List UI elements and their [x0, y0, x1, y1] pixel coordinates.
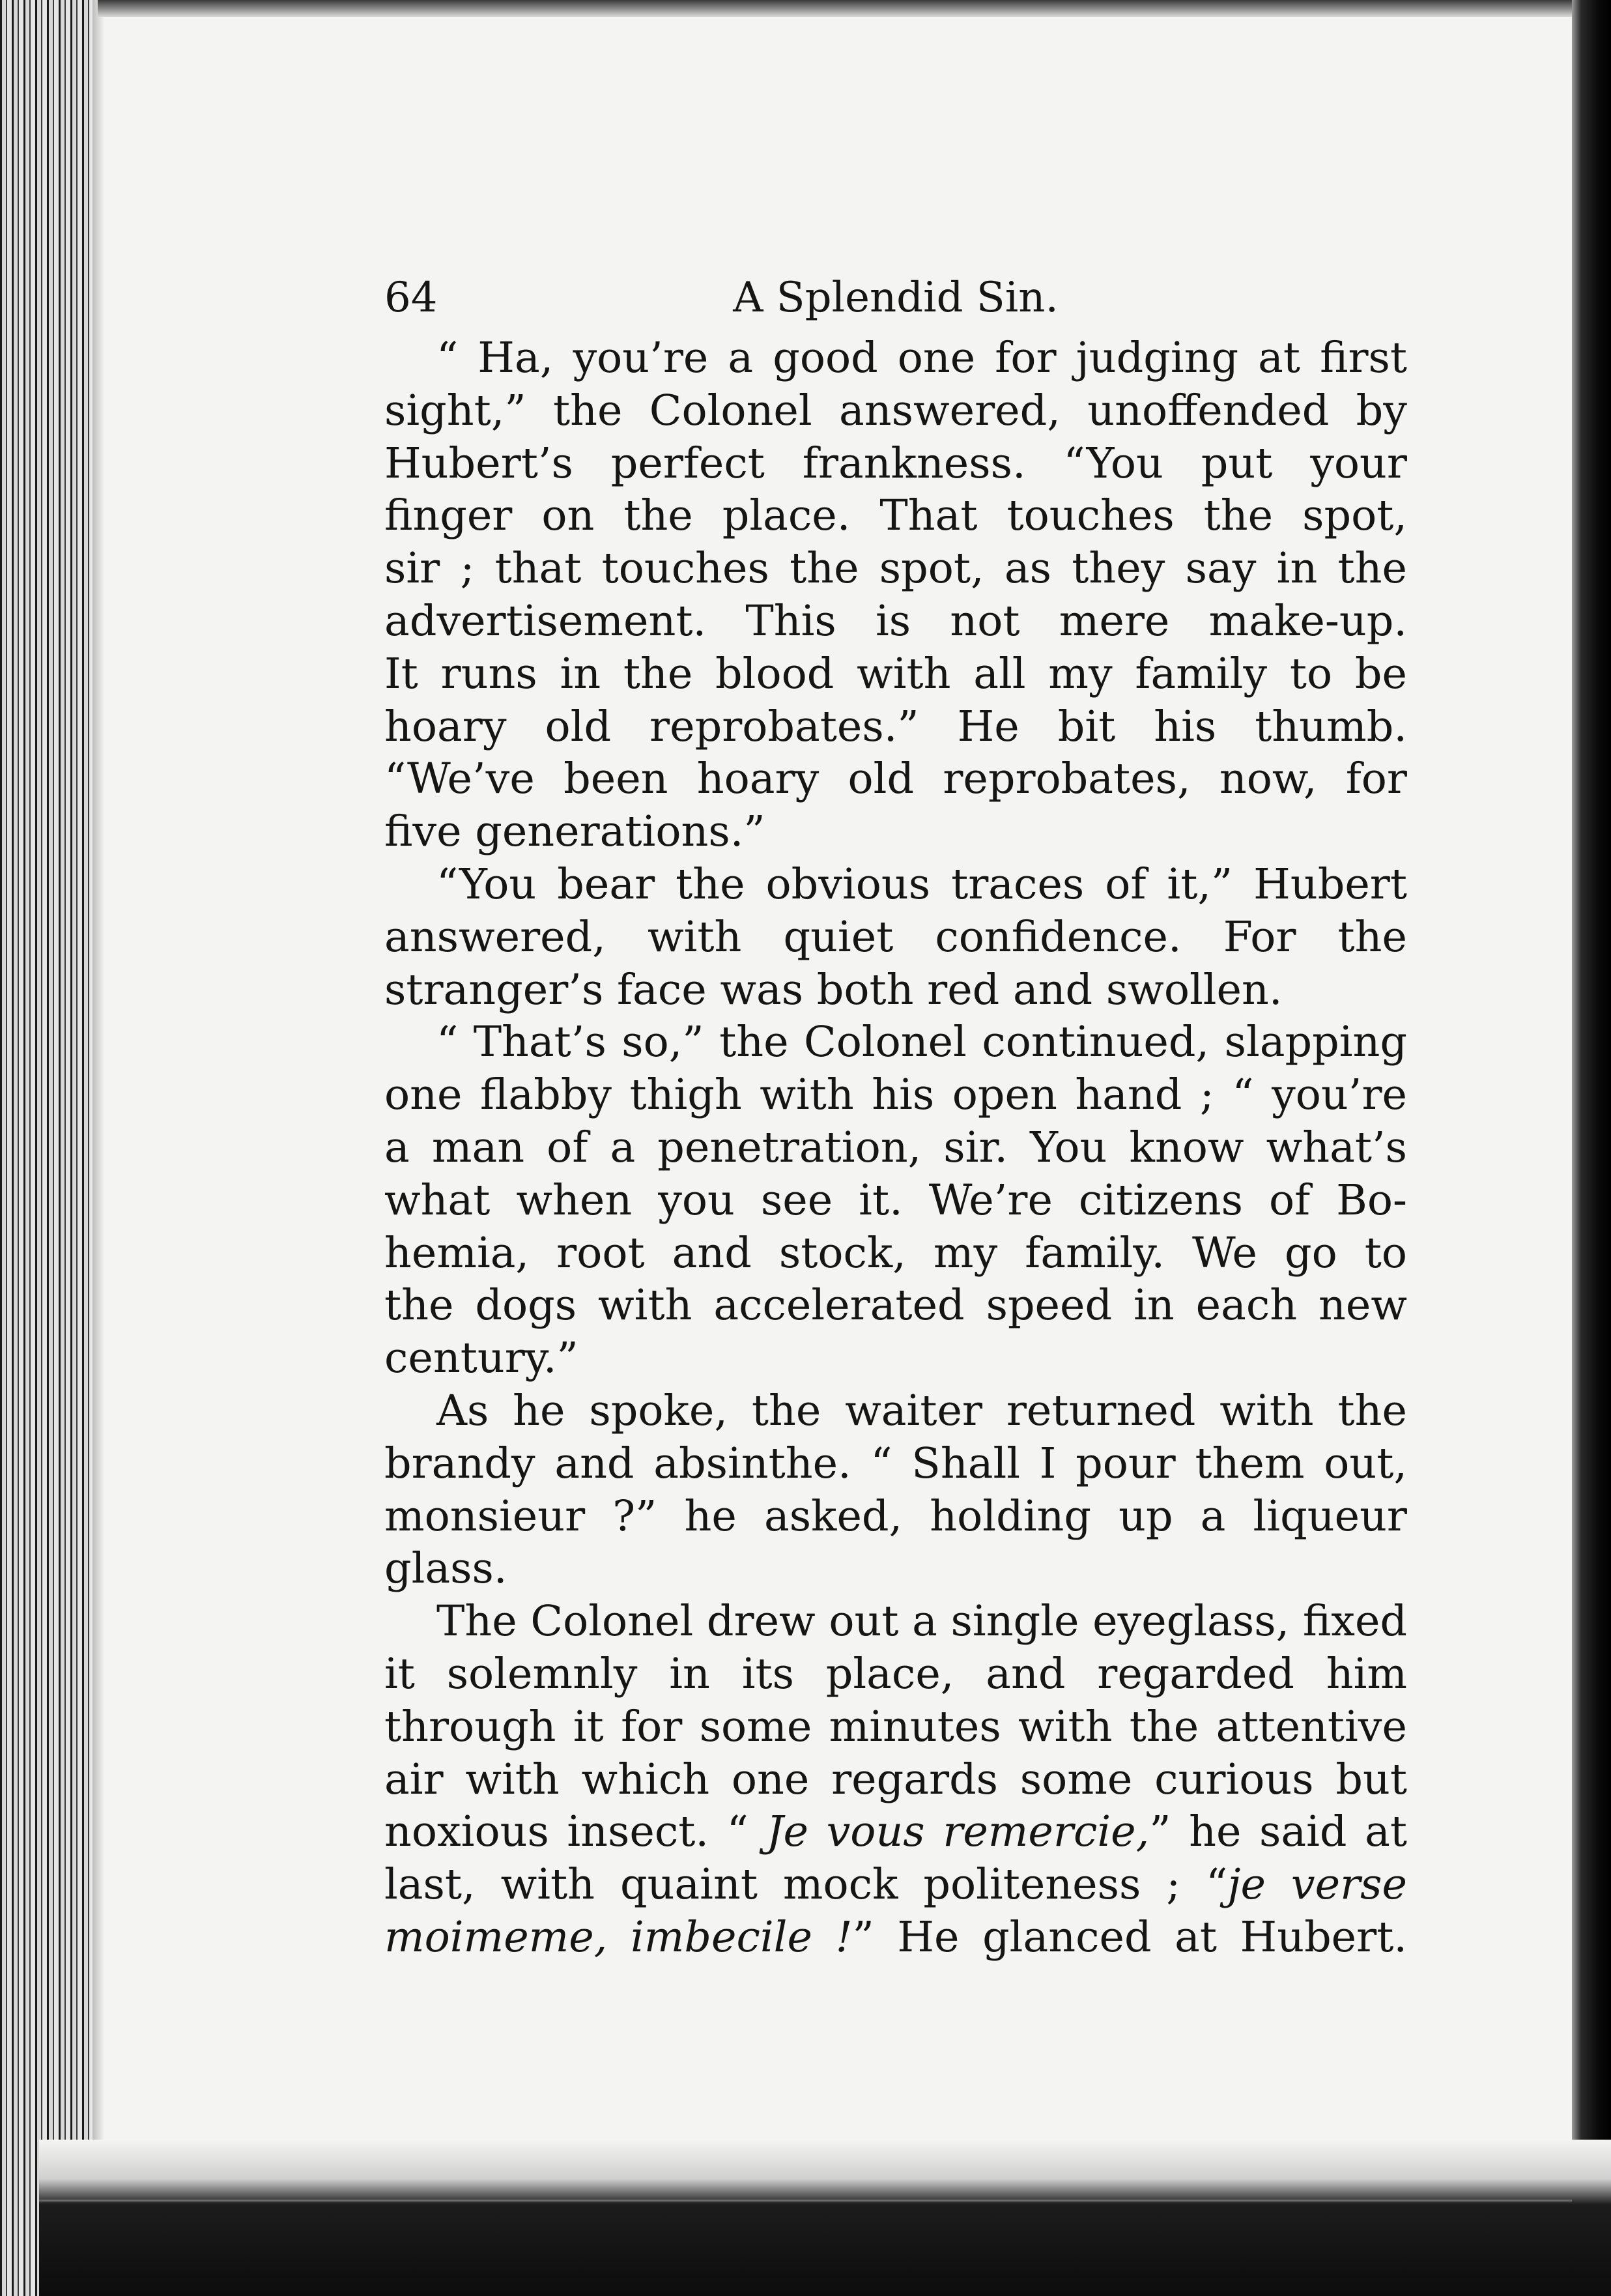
- text-line: it solemnly in its place, and regarded him: [384, 1649, 1407, 1699]
- text-line: “You bear the obvious traces of it,” Hubert: [436, 859, 1407, 909]
- bottom-page-edge: [39, 2140, 1611, 2296]
- text-line: the dogs with accelerated speed in each new: [384, 1281, 1407, 1330]
- text-line: “We’ve been hoary old reprobates, now, for: [384, 754, 1407, 804]
- book-binding-edge: [1572, 0, 1611, 2296]
- text-line: “ Ha, you’re a good one for judging at first: [436, 334, 1407, 382]
- text-line: advertisement. This is not mere make-up.: [384, 596, 1407, 646]
- text-line: [384, 1859, 1407, 1912]
- text-line: The Colonel drew out a single eyeglass, fixed: [436, 1597, 1408, 1646]
- text-line: Hubert’s perfect frankness. “You put your: [384, 438, 1407, 488]
- french-phrase: Je vous remercie,: [766, 1807, 1150, 1857]
- text-line: “ That’s so,” the Colonel continued, slapping: [436, 1018, 1407, 1067]
- text-line: monsieur ?” he asked, holding up a liqueur: [384, 1491, 1407, 1541]
- text-line: hemia, root and stock, my family. We go to: [384, 1228, 1407, 1278]
- page-number: 64: [384, 274, 438, 322]
- text-line: hoary old reprobates.” He bit his thumb.: [384, 702, 1407, 751]
- text-line: sir ; that touches the spot, as they say in the: [384, 544, 1407, 594]
- text-run: ” He glanced at Hubert.: [852, 1912, 1407, 1962]
- stacked-page-edges: [0, 0, 104, 2296]
- text-line: brandy and absinthe. “ Shall I pour them out,: [384, 1439, 1407, 1488]
- text-line: As he spoke, the waiter returned with the: [436, 1386, 1407, 1435]
- text-line: stranger’s face was both red and swollen.: [384, 965, 1283, 1014]
- running-title: A Splendid Sin.: [733, 274, 1059, 322]
- text-line: sight,” the Colonel answered, unoffended by: [384, 386, 1407, 435]
- text-line: century.”: [384, 1334, 578, 1383]
- text-line: finger on the place. That touches the spot,: [384, 491, 1407, 541]
- text-line: five generations.”: [384, 807, 765, 857]
- text-line: glass.: [384, 1544, 507, 1594]
- text-line: answered, with quiet confidence. For the: [384, 912, 1407, 962]
- running-head: [384, 261, 1407, 332]
- text-run: noxious insect. “: [384, 1807, 767, 1857]
- text-line: one flabby thigh with his open hand ; “ you’re: [384, 1070, 1407, 1120]
- page-text-block: [384, 261, 1407, 1964]
- text-line: [384, 1806, 1407, 1859]
- text-line: [384, 1912, 1407, 1964]
- top-page-edge: [98, 0, 1596, 17]
- french-phrase: moimeme, imbecile !: [384, 1912, 853, 1962]
- text-line: a man of a penetration, sir. You know what’s: [384, 1123, 1407, 1172]
- text-line: air with which one regards some curious but: [384, 1755, 1407, 1804]
- text-line: It runs in the blood with all my family to be: [384, 649, 1407, 698]
- french-phrase: je verse: [1227, 1860, 1407, 1910]
- body-text: [384, 332, 1407, 1964]
- text-run: last, with quaint mock politeness ; “: [384, 1860, 1228, 1910]
- text-run: ” he said at: [1149, 1807, 1407, 1857]
- text-line: through it for some minutes with the attentive: [384, 1702, 1407, 1751]
- text-line: what when you see it. We’re citizens of Bo-: [384, 1175, 1407, 1225]
